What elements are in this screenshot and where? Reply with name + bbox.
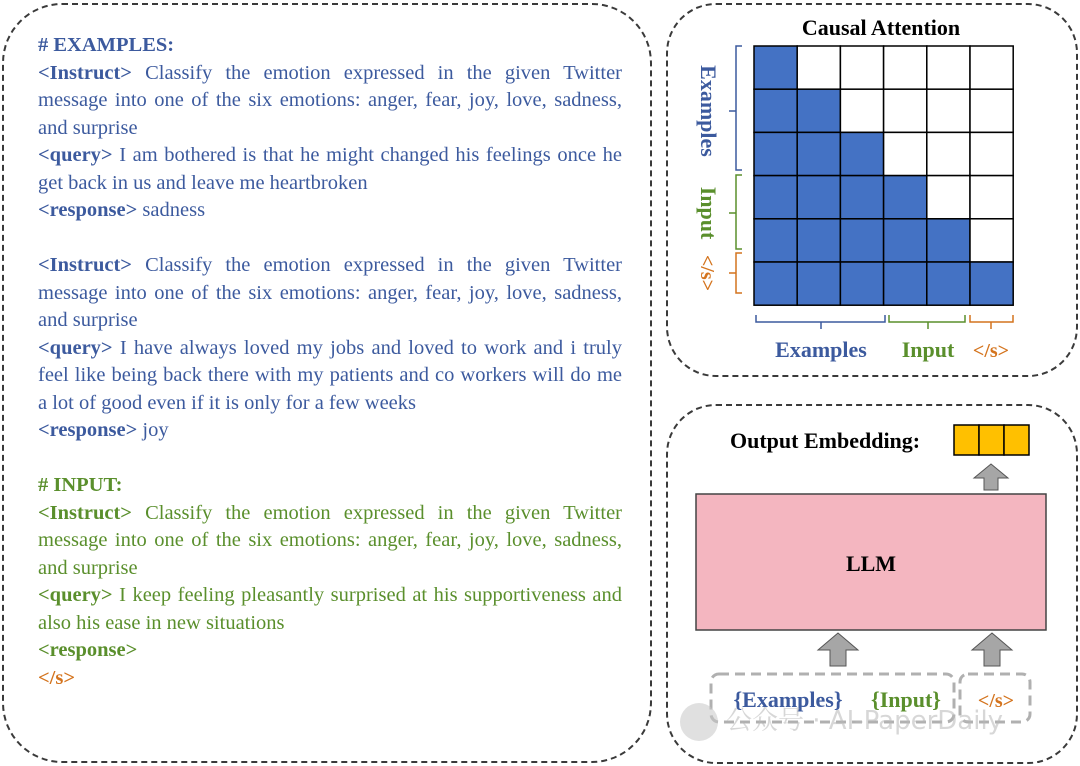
input-heading: # INPUT:	[38, 474, 123, 496]
attention-cell-filled	[840, 176, 883, 219]
attention-cell-filled	[754, 46, 797, 89]
attention-cell-empty	[970, 46, 1013, 89]
attention-cell-empty	[970, 176, 1013, 219]
output-embedding-label: Output Embedding:	[730, 428, 921, 453]
arrow-up-icon	[972, 633, 1012, 666]
embedding-cell	[979, 425, 1004, 455]
input-input-label: {Input}	[871, 687, 941, 712]
attention-cell-empty	[797, 46, 840, 89]
attention-cell-filled	[884, 262, 927, 305]
attention-cell-filled	[754, 176, 797, 219]
attention-cell-filled	[754, 132, 797, 175]
attention-cell-empty	[840, 89, 883, 132]
wechat-icon	[680, 703, 718, 741]
attention-cell-empty	[927, 89, 970, 132]
attention-cell-filled	[970, 262, 1013, 305]
attention-cell-filled	[797, 176, 840, 219]
col-label-eos: </s>	[972, 340, 1010, 362]
input-eos-label: </s>	[977, 690, 1015, 712]
eos-token: </s>	[38, 666, 76, 689]
prompt-text	[38, 32, 622, 692]
attention-cell-empty	[884, 46, 927, 89]
attention-cell-filled	[797, 262, 840, 305]
col-bracket-examples	[756, 315, 885, 329]
row-bracket-input	[729, 175, 742, 249]
attention-cell-empty	[884, 89, 927, 132]
embedding-cell	[954, 425, 979, 455]
attention-cell-filled	[840, 262, 883, 305]
output-embedding	[954, 425, 1029, 455]
attention-cell-filled	[797, 219, 840, 262]
example-2-instruct: <Instruct> Classify the emotion expressed in the given Twitter message into one of the six emotions: anger, fear, joy, love, sadness, and surprise	[38, 254, 622, 331]
attention-cell-filled	[797, 132, 840, 175]
attention-cell-empty	[970, 89, 1013, 132]
row-label-input: Input	[696, 186, 721, 240]
row-label-eos: </s>	[696, 254, 718, 292]
row-bracket-eos	[729, 253, 742, 293]
attention-cell-filled	[754, 262, 797, 305]
example-1-instruct: <Instruct> Classify the emotion expressed in the given Twitter message into one of the six emotions: anger, fear, joy, love, sadness, and surprise	[38, 61, 622, 139]
attention-cell-filled	[840, 219, 883, 262]
attention-cell-filled	[927, 219, 970, 262]
example-1-query: <query> I am bothered is that he might changed his feelings once he get back in us and leave me heartbroken	[38, 144, 622, 194]
attention-cell-filled	[797, 89, 840, 132]
attention-cell-empty	[927, 176, 970, 219]
attention-cell-empty	[970, 132, 1013, 175]
embedding-cell	[1004, 425, 1029, 455]
arrow-up-icon	[818, 633, 858, 666]
llm-label: LLM	[845, 551, 897, 576]
attention-cell-filled	[884, 176, 927, 219]
attention-cell-filled	[840, 132, 883, 175]
example-1-response: <response> sadness	[38, 199, 206, 221]
example-2-query: <query> I have always loved my jobs and loved to work and i truly feel like being back there with my patients and co workers will do me a lot of good even if it is only for a few weeks	[38, 336, 622, 414]
watermark: 公众号 · AI-PaperDaily	[680, 700, 1003, 741]
examples-heading: # EXAMPLES:	[38, 34, 175, 56]
attention-title: Causal Attention	[801, 15, 961, 40]
attention-cell-empty	[884, 132, 927, 175]
row-label-examples: Examples	[696, 65, 721, 157]
attention-cell-empty	[970, 219, 1013, 262]
col-bracket-eos	[970, 315, 1013, 329]
attention-matrix	[754, 46, 1013, 305]
input-response-tag: <response>	[38, 639, 138, 661]
input-examples-label: {Examples}	[733, 687, 843, 712]
col-label-examples: Examples	[775, 337, 867, 362]
row-bracket-examples	[729, 46, 742, 170]
input-query: <query> I keep feeling pleasantly surprised at his supportiveness and also his ease in new situations	[38, 584, 622, 634]
col-label-input: Input	[901, 337, 955, 362]
attention-cell-empty	[927, 132, 970, 175]
attention-cell-filled	[884, 219, 927, 262]
attention-cell-filled	[927, 262, 970, 305]
attention-diagram	[666, 3, 1078, 377]
attention-cell-filled	[754, 219, 797, 262]
arrow-up-icon	[974, 464, 1008, 490]
attention-cell-empty	[840, 46, 883, 89]
attention-cell-filled	[754, 89, 797, 132]
input-instruct: <Instruct> Classify the emotion expressed in the given Twitter message into one of the six emotions: anger, fear, joy, love, sadness, and surprise	[38, 501, 622, 579]
example-2-response: <response> joy	[38, 419, 169, 441]
col-bracket-input	[889, 315, 965, 329]
attention-cell-empty	[927, 46, 970, 89]
